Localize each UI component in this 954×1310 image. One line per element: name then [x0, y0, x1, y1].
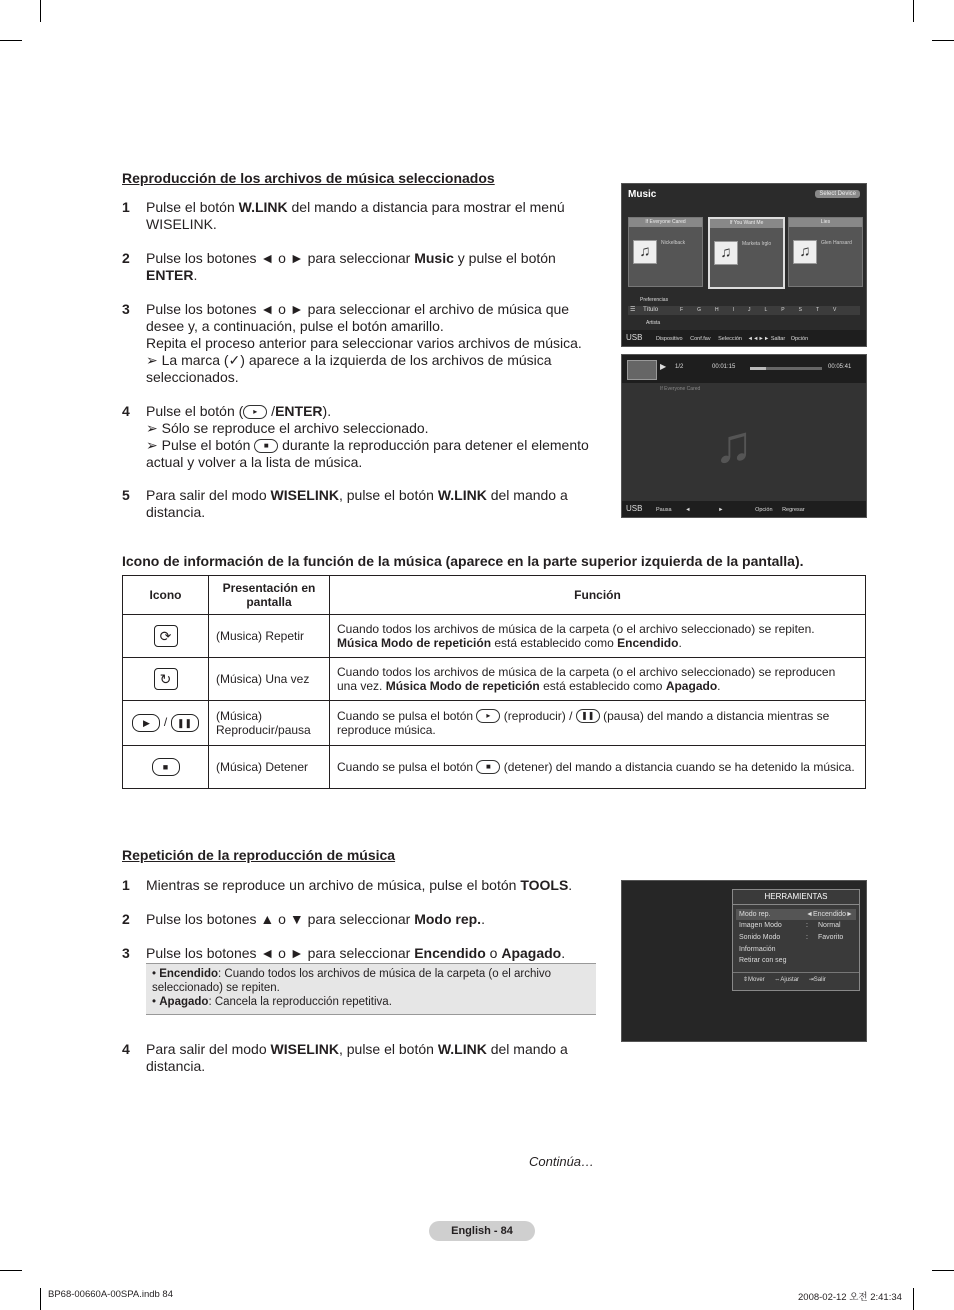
step-2-text: Pulse los botones ◄ o ► para seleccionar Music y pulse el botón ENTER.: [146, 250, 556, 283]
table-row: ■ (Música) Detener Cuando se pulsa el botón ■ (detener) del mando a distancia cuando se ha detenido la música.: [123, 746, 866, 789]
music-card[interactable]: If Everyone Cared ♫ Nickelback: [628, 217, 703, 287]
menu-item-sonido[interactable]: Sonido Modo : Favorito: [739, 934, 844, 941]
menu-item-modo-rep[interactable]: Modo rep. ◄Encendido►: [736, 909, 856, 920]
note-box: [146, 963, 596, 1015]
section3-heading: Repetición de la reproducción de música: [122, 847, 396, 863]
footer-date: 2008-02-12 오전 2:41:34: [798, 1292, 902, 1303]
sort-bar[interactable]: ☰ Título FGHIJLPSTV: [628, 306, 860, 315]
note-apagado: • Apagado: Cancela la reproducción repetitiva.: [152, 996, 392, 1008]
music-icon-table: [122, 575, 866, 789]
section1-heading: Reproducción de los archivos de música seleccionados: [122, 170, 495, 186]
table-row: ▶ / ❚❚ (Música) Reproducir/pausa Cuando se pulsa el botón ▸ (reproducir) / ❚❚ (pausa) del mando a distancia mientras se reproduce música.: [123, 701, 866, 746]
tools-screen: [621, 880, 867, 1042]
section2-heading: Icono de información de la función de la música (aparece en la parte superior izquierda de la pantalla).: [122, 553, 804, 569]
page-number-badge: English - 84: [429, 1221, 535, 1241]
music-card-selected[interactable]: If You Want Me ♫ Marketa Irglo: [708, 217, 785, 289]
stop-button-icon: ■: [254, 439, 278, 453]
music-note-icon: ♫: [633, 240, 657, 264]
step-3-text: Pulse los botones ◄ o ► para seleccionar el archivo de música que desee y, a continuación, pulse el botón amarillo. Repita el proceso anterior para seleccionar varios archivos de música. ➢ La marca (✓) aparece a la izquierda de los archivos de música seleccionados.: [146, 301, 582, 385]
artist-label: Artista: [646, 320, 661, 326]
progress-track[interactable]: [750, 367, 822, 370]
music-title: Music: [628, 189, 657, 200]
tools-menu: [732, 889, 860, 991]
preferences-label: Preferencias: [640, 297, 669, 303]
music-note-icon: ♫: [714, 241, 738, 265]
select-device-badge: Select Device: [815, 190, 860, 198]
step-5-text: Para salir del modo WISELINK, pulse el botón W.LINK del mando a distancia.: [146, 487, 568, 520]
player-top-bar: ▶ 1/2 00:01:15 00:05:41: [622, 355, 866, 383]
song-title: If Everyone Cared: [660, 386, 701, 392]
repeat-once-icon: ↻: [154, 668, 178, 690]
music-browser-screen: [621, 183, 867, 347]
continua-label: Continúa…: [529, 1154, 595, 1169]
tools-footer: ⇕Mover ⇔Ajustar ⇥Salir: [733, 972, 859, 987]
table-row: ↻ (Música) Una vez Cuando todos los archivos de música de la carpeta (o el archivo seleccionado) se reproducen una vez. Música Modo de repetición está establecido como Apagado.: [123, 658, 866, 701]
menu-item-informacion[interactable]: Información: [739, 946, 776, 953]
progress-fill: [750, 367, 766, 370]
music-player-screen: [621, 354, 867, 518]
music-note-icon: ♫: [793, 240, 817, 264]
play-icon: ▶: [132, 714, 160, 732]
pause-button-icon: ❚❚: [576, 709, 600, 723]
step-1-text: Pulse el botón W.LINK del mando a distancia para mostrar el menú WISELINK.: [146, 199, 565, 232]
repeat-all-icon: ⟳: [154, 625, 178, 647]
album-thumb: [627, 360, 657, 380]
music-note-watermark-icon: ♫: [714, 416, 753, 474]
note-encendido: • Encendido: Cuando todos los archivos de música de la carpeta (o el archivo seleccionado) se repiten.: [152, 968, 552, 994]
pause-icon: ❚❚: [171, 714, 199, 732]
move-icon: ⇕: [743, 977, 749, 983]
music-card[interactable]: Lies ♫ Glen Hansard: [788, 217, 863, 287]
table-header-row: Icono Presentación en pantalla Función: [123, 576, 866, 615]
stop-icon: ■: [152, 758, 180, 776]
play-button-icon: ▸: [243, 405, 267, 419]
exit-icon: ⇥: [808, 977, 814, 983]
menu-item-imagen[interactable]: Imagen Modo : Normal: [739, 922, 841, 929]
stop-button-icon: ■: [476, 760, 500, 774]
screen1-footer: USB Dispositivo Conf.fav Selección ◄◄►► Saltar Opción: [622, 330, 866, 346]
adjust-icon: ⇔: [774, 977, 781, 983]
play-button-icon: ▸: [476, 709, 500, 723]
screen2-footer: USB Pausa ◄ ► Opción Regresar: [622, 501, 866, 517]
play-status-icon: ▶: [660, 362, 667, 371]
list-icon: ☰: [630, 307, 636, 313]
step-4-text: Pulse el botón ( ▸ /ENTER). ➢ Sólo se reproduce el archivo seleccionado. ➢ Pulse el botón ■ durante la reproducción para detener el elemento actual y volver a la lista de música.: [146, 403, 589, 470]
footer-file: BP68-00660A-00SPA.indb 84: [48, 1289, 173, 1300]
table-row: ⟳ (Musica) Repetir Cuando todos los archivos de música de la carpeta (o el archivo seleccionado) se repiten. Música Modo de repetición está establecido como Encendido.: [123, 615, 866, 658]
menu-item-retirar[interactable]: Retirar con seg: [739, 957, 787, 964]
tools-title: HERRAMIENTAS: [733, 890, 859, 905]
